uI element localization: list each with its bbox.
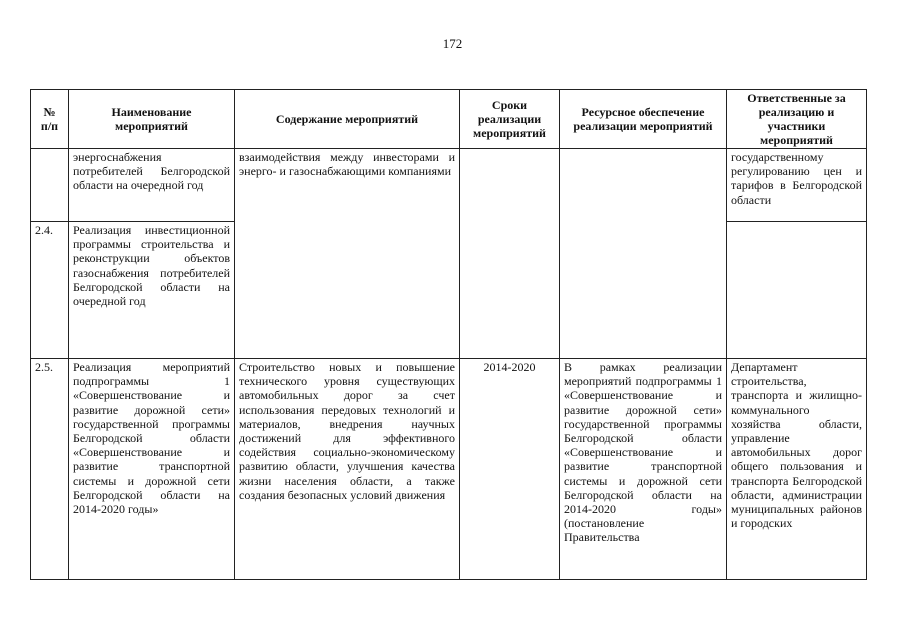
table-row [31, 359, 867, 580]
table-row [31, 149, 867, 222]
cell-resources: В рамках реализации мероприятий подпрограммы 1 «Совершенствование и развитие дорожной сети» государственной программы Белгородской области «Совершенствование и развитие транспортной системы и дорожной сети Белгородской области на 2014-2020 годы» (постановление Правительства [560, 359, 727, 580]
header-terms [460, 90, 560, 149]
header-terms-text: Сроки реализации мероприятий [473, 98, 546, 140]
cell-num: 2.4. [31, 222, 69, 359]
cell-name: энергоснабжения потребителей Белгородской области на очередной год [69, 149, 235, 222]
cell-responsible: государственному регулированию цен и тарифов в Белгородской области [727, 149, 867, 222]
cell-content: взаимодействия между инвесторами и энерго- и газоснабжающими компаниями [235, 149, 460, 359]
cell-terms [460, 149, 560, 359]
header-num-text: № п/п [40, 105, 59, 133]
header-resources-text: Ресурсное обеспечение реализации мероприятий [573, 105, 713, 133]
cell-terms: 2014-2020 [460, 359, 560, 580]
cell-responsible: Департамент строительства, транспорта и жилищно-коммунального хозяйства области, управление автомобильных дорог общего пользования и транспорта Белгородской области, администрации муниципальных районов и городских [727, 359, 867, 580]
measures-table [30, 89, 867, 580]
cell-num: 2.5. [31, 359, 69, 580]
page-number: 172 [442, 36, 463, 51]
header-content [235, 90, 460, 149]
header-name [69, 90, 235, 149]
cell-resources [560, 149, 727, 359]
header-name-text: Наименование мероприятий [111, 105, 192, 133]
table-header-row [31, 90, 867, 149]
header-resources [560, 90, 727, 149]
header-responsible-text: Ответственные за реализацию и участники мероприятий [747, 91, 846, 147]
cell-name: Реализация инвестиционной программы строительства и реконструкции объектов газоснабжения потребителей Белгородской области на очередной год [69, 222, 235, 359]
cell-num [31, 149, 69, 222]
header-content-text: Содержание мероприятий [275, 112, 419, 126]
cell-name: Реализация мероприятий подпрограммы 1 «Совершенствование и развитие дорожной сети» государственной программы Белгородской области «Совершенствование и развитие транспортной системы и дорожной сети Белгородской области на 2014-2020 годы» [69, 359, 235, 580]
header-num [31, 90, 69, 149]
header-responsible [727, 90, 867, 149]
cell-responsible [727, 222, 867, 359]
cell-content: Строительство новых и повышение технического уровня существующих автомобильных дорог за счет использования передовых технологий и материалов, внедрения научных достижений для эффективного содействия социально-экономическому развитию области, улучшения качества жизни населения области, а также создания безопасных условий движения [235, 359, 460, 580]
